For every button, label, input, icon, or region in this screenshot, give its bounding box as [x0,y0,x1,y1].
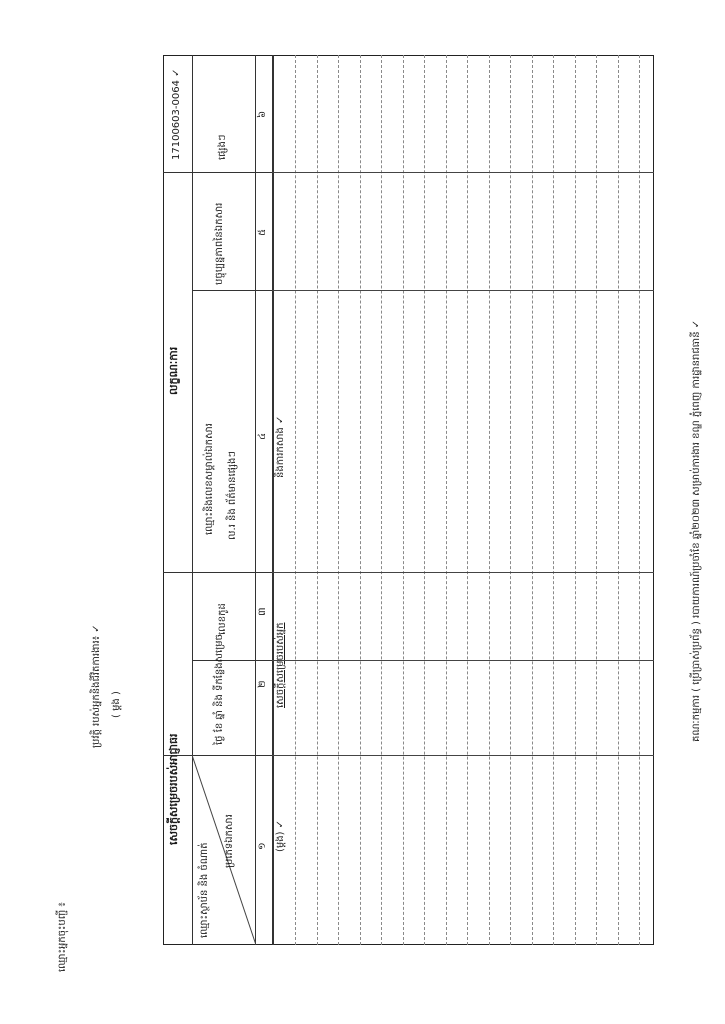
col-number-1: ១ [257,842,268,850]
row1-col1: (ម្ដង) ✓ [275,819,286,852]
document-id: 17100603-0064 ✓ [171,68,182,160]
col-sep-1 [163,172,275,173]
col-sep-body-1 [272,172,654,173]
col-sep-2 [192,290,275,291]
col-number-6: ៦ [257,110,268,118]
col-header-5: បច្ចុប្បន្នភាពនៃឯកសារ [214,202,225,285]
col-number-2: ២ [257,680,268,688]
col-sep-4 [192,660,275,661]
table-row [403,55,404,945]
table-row [317,55,318,945]
col-sep-3 [163,572,275,573]
table-row [489,55,490,945]
col-number-5: ៥ [257,228,268,236]
group-left-title: សេចក្ដីសម្រេចរបស់អាជ្ញាធរ [167,733,180,845]
table-row [338,55,339,945]
col-header-4b: ល.រ និង ព័ត៌មានផ្សេងៗ [227,451,238,540]
col-sep-body-5 [272,755,654,756]
col-header-3: លេខកូដ [217,603,228,635]
numbers-row-divider [272,55,274,945]
col-sep-body-2 [272,290,654,291]
table-row [575,55,576,945]
col-header-4a: ឈ្មោះនិងលេខសម្គាល់ឯកសារ [204,423,215,535]
document-header: គណៈកម្មការ ( ប្រើប្រាស់ប្រព័ន្ធ ) របាយការណ៍ប្រចាំខែ ឆ្នាំ២០២៣ សម្រាប់ការងារ ខណ្ឌ ភ្នំពេញ ការដ្ឋានរាជធានី ✓ [691,319,702,742]
col-header-2: ថ្ងៃ ខែ ឆ្នាំ និង ទីកន្លែងសម្រេច [214,634,225,745]
profile-sublabel: ( ម្ដង ) [111,691,122,718]
table-row [446,55,447,945]
row1-col2: សេចក្ដីសម្រេចរបស់អ្នក [275,622,286,708]
table-row [618,55,619,945]
table-row [639,55,640,945]
col-number-3: ៣ [257,607,268,616]
table-row [553,55,554,945]
col-sep-body-4 [272,660,654,661]
col-header-1b: ប្រភេទឯកសារ [224,814,235,868]
table-row [360,55,361,945]
col-header-1a: ឈ្មោះស្ថាប័ន និង ចំណាត់ [199,842,210,938]
table-row [532,55,533,945]
col-sep-body-3 [272,572,654,573]
group-right-title: លក្ខណៈការ [167,346,180,395]
row1-col4: និងការកសាង ✓ [275,415,286,478]
table-row [596,55,597,945]
table-row [510,55,511,945]
table-row [467,55,468,945]
col-header-6: ផ្សេងៗ [217,134,228,160]
recorder-name-label: ឈ្មោះអ្នកចុះបញ្ជី ៖ [57,902,68,972]
profile-label: ប្រវត្តិ របស់អ្នកនិងជីវិតការងារ៖ ✓ [91,624,102,748]
table-row [381,55,382,945]
table-row [424,55,425,945]
col-number-4: ៤ [257,432,268,440]
table-row [295,55,296,945]
